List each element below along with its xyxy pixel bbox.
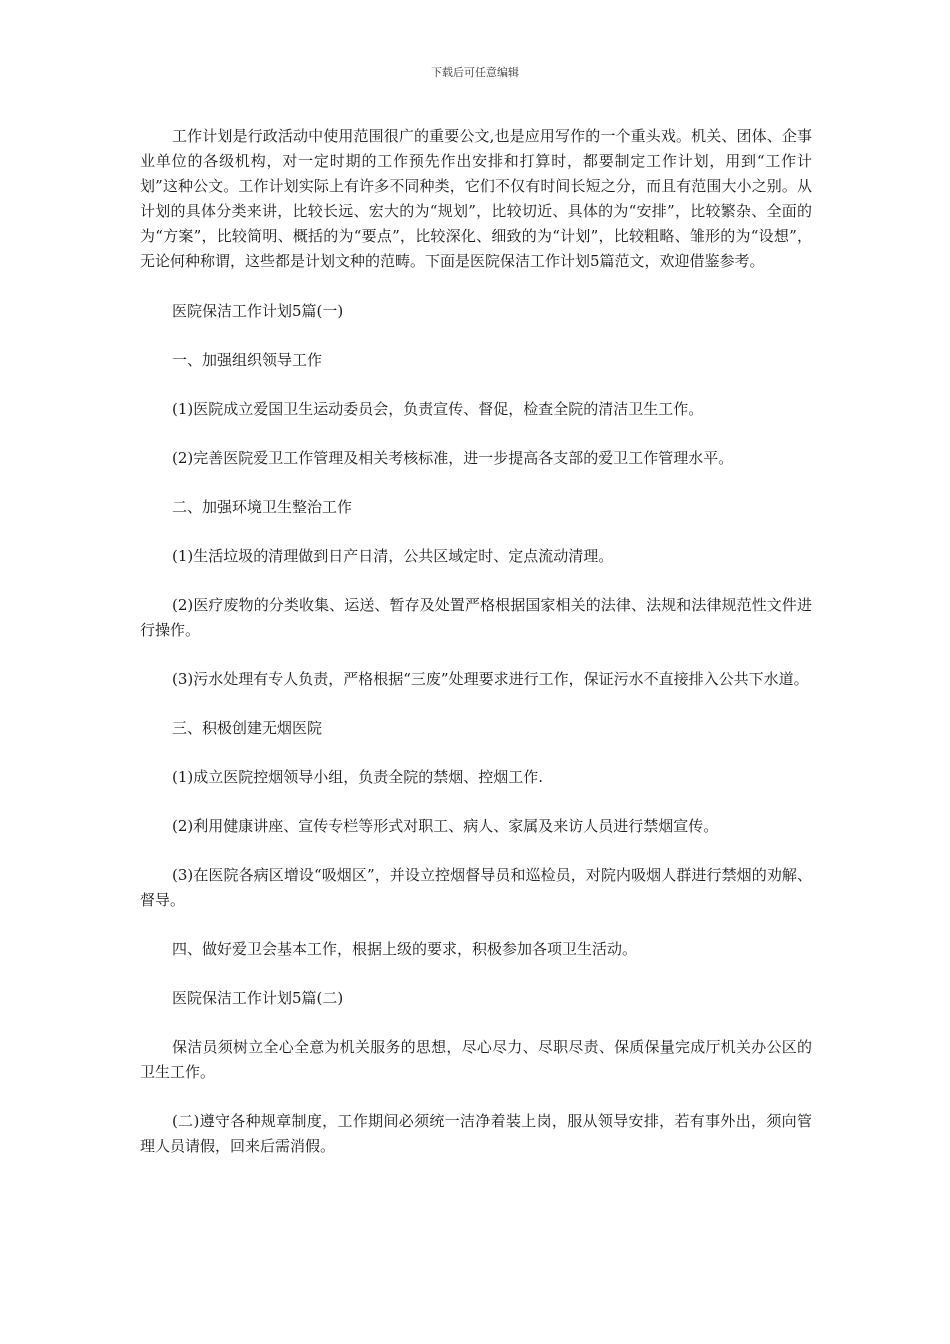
heading-1: 一、加强组织领导工作 xyxy=(172,351,323,369)
item-1-2: (2)完善医院爱卫工作管理及相关考核标准，进一步提高各支部的爱卫工作管理水平。 xyxy=(172,449,734,467)
heading-3: 三、积极创建无烟医院 xyxy=(172,719,323,737)
section-title-1: 医院保洁工作计划5篇(一) xyxy=(172,302,344,320)
section-2-paragraph-2: (二)遵守各种规章制度，工作期间必须统一洁净着装上岗，服从领导安排，若有事外出，须向管理人员请假，回来后需消假。 xyxy=(140,1112,812,1155)
intro-paragraph: 工作计划是行政活动中使用范围很广的重要公文,也是应用写作的一个重头戏。机关、团体、企事业单位的各级机构，对一定时期的工作预先作出安排和打算时，都要制定工作计划，用到“工作计划”这种公文。工作计划实际上有许多不同种类，它们不仅有时间长短之分，而且有范围大小之别。从计划的具体分类来讲，比较长远、宏大的为“规划”，比较切近、具体的为“安排”，比较繁杂、全面的为“方案”，比较简明、概括的为“要点”，比较深化、细致的为“计划”，比较粗略、雏形的为“设想”，无论何种称谓，这些都是计划文种的范畴。下面是医院保洁工作计划5篇范文，欢迎借鉴参考。 xyxy=(140,127,812,270)
item-3-3: (3)在医院各病区增设“吸烟区”，并设立控烟督导员和巡检员，对院内吸烟人群进行禁烟的劝解、督导。 xyxy=(140,866,812,909)
download-note: 下载后可任意编辑 xyxy=(431,66,519,79)
heading-4: 四、做好爱卫会基本工作，根据上级的要求，积极参加各项卫生活动。 xyxy=(172,940,638,958)
item-1-1: (1)医院成立爱国卫生运动委员会，负责宣传、督促，检查全院的清洁卫生工作。 xyxy=(172,400,704,418)
heading-2: 二、加强环境卫生整治工作 xyxy=(172,498,353,516)
item-2-3: (3)污水处理有专人负责，严格根据“三废”处理要求进行工作，保证污水不直接排入公共下水道。 xyxy=(172,670,809,688)
item-3-2: (2)利用健康讲座、宣传专栏等形式对职工、病人、家属及来访人员进行禁烟宣传。 xyxy=(172,817,719,835)
item-2-2: (2)医疗废物的分类收集、运送、暂存及处置严格根据国家相关的法律、法规和法律规范性文件进行操作。 xyxy=(140,596,812,639)
item-2-1: (1)生活垃圾的清理做到日产日清，公共区域定时、定点流动清理。 xyxy=(172,547,614,565)
item-3-1: (1)成立医院控烟领导小组，负责全院的禁烟、控烟工作. xyxy=(172,768,544,786)
document-body xyxy=(140,124,812,1183)
section-2-paragraph-1: 保洁员须树立全心全意为机关服务的思想，尽心尽力、尽职尽责、保质保量完成厅机关办公区的卫生工作。 xyxy=(140,1038,812,1081)
section-title-2: 医院保洁工作计划5篇(二) xyxy=(172,989,344,1007)
